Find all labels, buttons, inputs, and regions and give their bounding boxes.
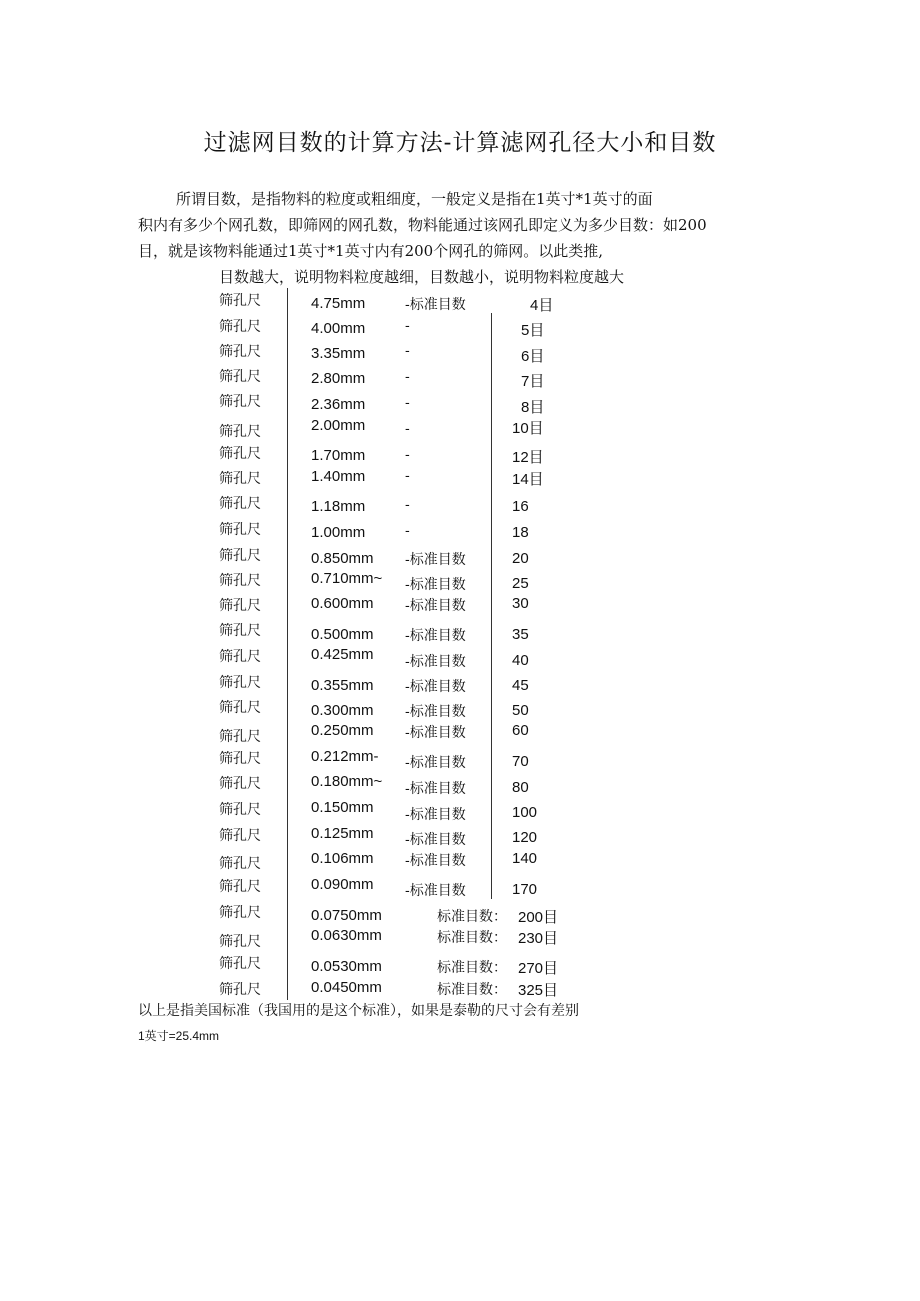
sieve-size: 0.425mm <box>311 646 374 663</box>
row-label: 筛孔尺 <box>219 424 261 440</box>
row-label: 筛孔尺 <box>219 446 261 462</box>
sieve-size: 0.150mm <box>311 799 374 816</box>
row-label: 筛孔尺 <box>219 802 261 818</box>
mesh-count: 18 <box>512 524 529 541</box>
sieve-size: 4.00mm <box>311 320 366 337</box>
intro-line-4: 目数越大，说明物料粒度越细，目数越小，说明物料粒度越大 <box>219 268 625 286</box>
mesh-count: 60 <box>512 722 529 739</box>
mesh-count: 50 <box>512 702 529 719</box>
row-label: 筛孔尺 <box>219 573 261 589</box>
sieve-size: 0.850mm <box>311 550 374 567</box>
standard-label: -标准目数 <box>405 725 466 741</box>
sieve-size: 2.00mm <box>311 417 366 434</box>
mesh-count: 200目 <box>518 909 559 926</box>
row-label: 筛孔尺 <box>219 700 261 716</box>
mesh-count: 12目 <box>512 449 544 466</box>
sieve-size: 4.75mm <box>311 295 366 312</box>
sieve-size: 3.35mm <box>311 345 366 362</box>
row-label: 筛孔尺 <box>219 856 261 872</box>
sieve-size: 0.300mm <box>311 702 374 719</box>
sieve-size: 2.36mm <box>311 396 366 413</box>
mesh-count: 30 <box>512 595 529 612</box>
mesh-count: 80 <box>512 779 529 796</box>
sieve-size: 0.355mm <box>311 677 374 694</box>
standard-label: 标准目数： <box>437 909 507 925</box>
intro-line-1: 所谓目数，是指物料的粒度或粗细度，一般定义是指在1英寸*1英寸的面 <box>176 190 653 208</box>
row-label: 筛孔尺 <box>219 293 261 309</box>
sieve-size: 1.40mm <box>311 468 366 485</box>
sieve-size: 1.18mm <box>311 498 366 515</box>
mesh-count: 7目 <box>521 373 545 390</box>
mesh-count: 6目 <box>521 348 545 365</box>
mesh-count: 5目 <box>521 322 545 339</box>
standard-label: -标准目数 <box>405 755 466 771</box>
sieve-size: 0.106mm <box>311 850 374 867</box>
standard-label: -标准目数 <box>405 832 466 848</box>
row-label: 筛孔尺 <box>219 879 261 895</box>
sieve-size: 0.600mm <box>311 595 374 612</box>
sieve-size: 0.710mm~ <box>311 570 383 587</box>
standard-label: - <box>405 468 410 484</box>
mesh-count: 120 <box>512 829 538 846</box>
row-label: 筛孔尺 <box>219 394 261 410</box>
mesh-count: 20 <box>512 550 529 567</box>
sieve-size: 0.0750mm <box>311 907 382 924</box>
sieve-size: 0.090mm <box>311 876 374 893</box>
standard-label: 标准目数： <box>437 960 507 976</box>
row-label: 筛孔尺 <box>219 905 261 921</box>
row-label: 筛孔尺 <box>219 623 261 639</box>
sieve-size: 2.80mm <box>311 370 366 387</box>
row-label: 筛孔尺 <box>219 496 261 512</box>
row-label: 筛孔尺 <box>219 598 261 614</box>
row-label: 筛孔尺 <box>219 776 261 792</box>
standard-label: -标准目数 <box>405 679 466 695</box>
mesh-count: 100 <box>512 804 538 821</box>
standard-label: -标准目数 <box>405 654 466 670</box>
row-label: 筛孔尺 <box>219 729 261 745</box>
sieve-size: 0.500mm <box>311 626 374 643</box>
row-label: 筛孔尺 <box>219 548 261 564</box>
row-label: 筛孔尺 <box>219 369 261 385</box>
standard-label: - <box>405 497 410 513</box>
standard-label: -标准目数 <box>405 807 466 823</box>
mesh-count: 40 <box>512 652 529 669</box>
mesh-count: 270目 <box>518 960 559 977</box>
standard-label: -标准目数 <box>405 781 466 797</box>
mesh-count: 10目 <box>512 420 544 437</box>
mesh-count: 35 <box>512 626 529 643</box>
sieve-size: 0.0450mm <box>311 979 382 996</box>
mesh-count: 14目 <box>512 471 544 488</box>
mesh-count: 16 <box>512 498 529 515</box>
standard-label: - <box>405 421 410 437</box>
row-label: 筛孔尺 <box>219 471 261 487</box>
standard-label: -标准目数 <box>405 598 466 614</box>
row-label: 筛孔尺 <box>219 751 261 767</box>
standard-label: -标准目数 <box>405 704 466 720</box>
sieve-size: 0.0630mm <box>311 927 382 944</box>
standard-label: - <box>405 447 410 463</box>
intro-line-2: 积内有多少个网孔数，即筛网的网孔数，物料能通过该网孔即定义为多少目数：如200 <box>138 216 707 234</box>
page-title: 过滤网目数的计算方法-计算滤网孔径大小和目数 <box>203 130 717 156</box>
sieve-size: 0.125mm <box>311 825 374 842</box>
mesh-count: 45 <box>512 677 529 694</box>
standard-label: - <box>405 369 410 385</box>
mesh-count: 325目 <box>518 982 559 999</box>
row-label: 筛孔尺 <box>219 649 261 665</box>
sieve-size: 0.250mm <box>311 722 374 739</box>
standard-label: -标准目数 <box>405 552 466 568</box>
intro-line-3: 目，就是该物料能通过1英寸*1英寸内有200个网孔的筛网。以此类推, <box>138 242 603 260</box>
standard-label: -标准目数 <box>405 883 466 899</box>
sieve-size: 0.180mm~ <box>311 773 383 790</box>
row-label: 筛孔尺 <box>219 982 261 998</box>
conversion-note: 1英寸=25.4mm <box>138 1029 220 1043</box>
mesh-count: 230目 <box>518 930 559 947</box>
mesh-count: 25 <box>512 575 529 592</box>
row-label: 筛孔尺 <box>219 675 261 691</box>
sieve-size: 1.70mm <box>311 447 366 464</box>
row-label: 筛孔尺 <box>219 344 261 360</box>
standard-label: 标准目数： <box>437 930 507 946</box>
row-label: 筛孔尺 <box>219 934 261 950</box>
footer-note: 以上是指美国标准（我国用的是这个标准），如果是泰勒的尺寸会有差别 <box>138 1003 579 1019</box>
row-label: 筛孔尺 <box>219 828 261 844</box>
sieve-size: 0.0530mm <box>311 958 382 975</box>
mesh-count: 8目 <box>521 399 545 416</box>
standard-label: -标准目数 <box>405 853 466 869</box>
standard-label: -标准目数 <box>405 628 466 644</box>
standard-label: - <box>405 395 410 411</box>
row-label: 筛孔尺 <box>219 319 261 335</box>
standard-label: -标准目数 <box>405 577 466 593</box>
row-label: 筛孔尺 <box>219 522 261 538</box>
mesh-count: 70 <box>512 753 529 770</box>
mesh-count: 140 <box>512 850 538 867</box>
row-label: 筛孔尺 <box>219 956 261 972</box>
standard-label: 标准目数： <box>437 982 507 998</box>
standard-label: - <box>405 318 410 334</box>
mesh-count: 170 <box>512 881 538 898</box>
mesh-count: 4目 <box>530 297 554 314</box>
standard-label: - <box>405 343 410 359</box>
standard-label: - <box>405 523 410 539</box>
standard-label: -标准目数 <box>405 297 466 313</box>
sieve-size: 1.00mm <box>311 524 366 541</box>
sieve-size: 0.212mm- <box>311 748 379 765</box>
